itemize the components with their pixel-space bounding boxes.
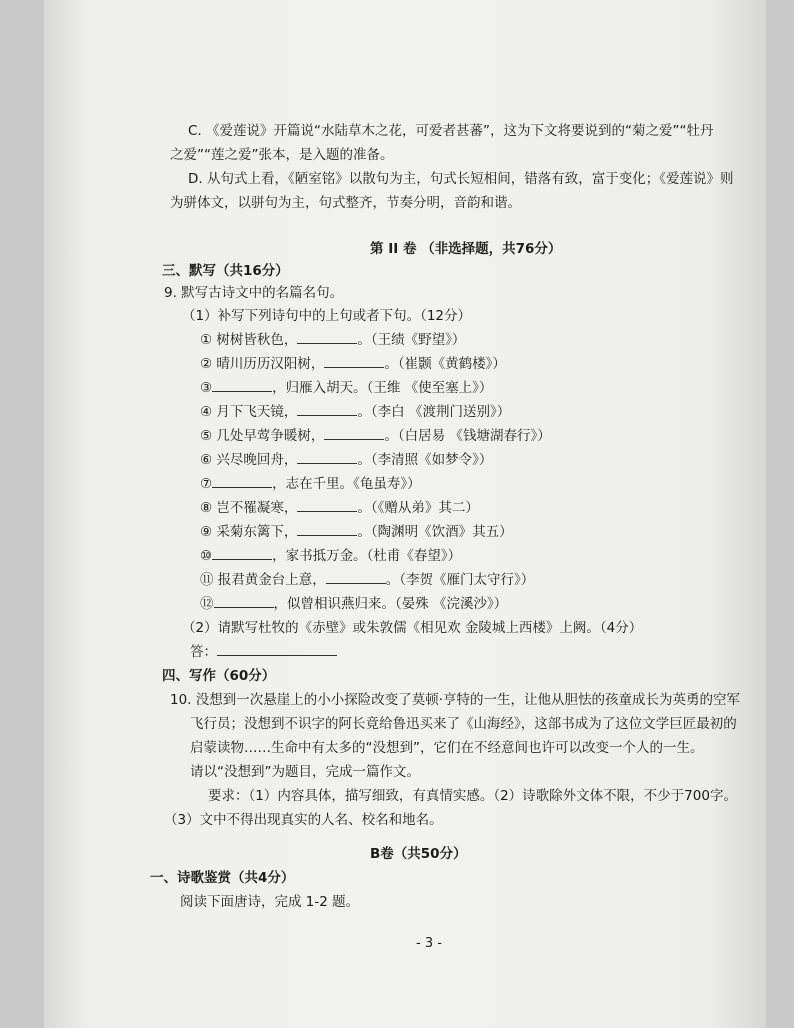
answer-blank[interactable]	[297, 451, 357, 464]
q9-item-5	[200, 427, 551, 445]
option-d-line-1: D. 从句式上看，《陋室铭》以散句为主，句式长短相间，错落有致，富于变化；《爱莲说》则	[188, 171, 734, 187]
q10-line-4: 请以“没想到”为题目，完成一篇作文。	[190, 764, 420, 780]
q9-item-7	[200, 475, 421, 493]
q9-item-pre: ⑫	[200, 596, 214, 612]
q9-item-post: 。（《赠从弟》其二）	[357, 500, 479, 516]
q9-item-post: ，似曾相识燕归来。（晏殊 《浣溪沙》）	[273, 596, 508, 612]
option-d-line-2: 为骈体文，以骈句为主，句式整齐，节奏分明，音韵和谐。	[170, 195, 521, 211]
q9-intro: 9. 默写古诗文中的名篇名句。	[164, 285, 344, 301]
option-c-line-2: 之爱”“莲之爱”张本，是入题的准备。	[170, 147, 394, 163]
answer-label: 答：	[190, 644, 217, 660]
q9-item-1	[200, 331, 465, 349]
q9-item-9	[200, 523, 513, 541]
section1-heading: 一、诗歌鉴赏（共4分）	[150, 870, 295, 886]
q9-item-pre: ⑦	[200, 476, 213, 492]
q9-item-post: 。（王绩《野望》）	[357, 332, 466, 348]
q9-item-post: ，志在千里。《龟虽寿》）	[272, 476, 421, 492]
q9-item-post: 。（李贺《雁门太守行》）	[385, 572, 535, 588]
q10-line-2: 飞行员；没想到不识字的阿长竟给鲁迅买来了《山海经》，这部书成为了这位文学巨匠最初的	[190, 716, 737, 732]
part2-heading: 第 II 卷 （非选择题，共76分）	[370, 241, 562, 257]
q9-item-post: ，归雁入胡天。（王维 《使至塞上》）	[272, 380, 493, 396]
q10-line-5: 要求：（1）内容具体，描写细致，有真情实感。（2）诗歌除外文体不限，不少于700字。	[208, 788, 737, 804]
q10-line-6: （3）文中不得出现真实的人名、校名和地名。	[164, 812, 443, 828]
q9-sub1-intro: （1）补写下列诗句中的上句或者下句。（12分）	[182, 308, 472, 324]
q9-item-12	[200, 595, 507, 613]
q9-item-post: 。（李清照《如梦令》）	[357, 452, 493, 468]
q9-item-post: ，家书抵万金。（杜甫《春望》）	[272, 548, 462, 564]
section3-heading: 三、默写（共16分）	[162, 263, 289, 279]
q9-item-pre: ③	[200, 380, 213, 396]
q9-item-pre: ④ 月下飞天镜，	[200, 404, 298, 420]
answer-blank[interactable]	[212, 547, 272, 560]
q9-item-10	[200, 547, 461, 565]
q9-item-4	[200, 403, 510, 421]
answer-blank[interactable]	[324, 355, 384, 368]
q9-item-post: 。（李白 《渡荆门送别》）	[357, 404, 511, 420]
q9-item-pre: ① 树树皆秋色，	[200, 332, 298, 348]
answer-blank[interactable]	[297, 331, 357, 344]
answer-blank[interactable]	[212, 475, 272, 488]
answer-blank[interactable]	[214, 595, 274, 608]
volume-b-heading: B卷（共50分）	[370, 846, 467, 862]
option-c-line-1: C. 《爱莲说》开篇说“水陆草木之花，可爱者甚蕃”，这为下文将要说到的“菊之爱”“牡丹	[188, 123, 714, 139]
q9-item-pre: ② 晴川历历汉阳树，	[200, 356, 325, 372]
answer-blank[interactable]	[324, 427, 384, 440]
q9-item-pre: ⑥ 兴尽晚回舟，	[200, 452, 298, 468]
q9-item-post: 。（白居易 《钱塘湖春行》）	[384, 428, 551, 444]
read-intro: 阅读下面唐诗，完成 1-2 题。	[180, 894, 360, 910]
answer-blank[interactable]	[297, 523, 357, 536]
q9-item-pre: ⑧ 岂不罹凝寒，	[200, 500, 298, 516]
q9-item-8	[200, 499, 479, 517]
answer-blank[interactable]	[326, 571, 386, 584]
q9-item-post: 。（崔颢《黄鹤楼》）	[384, 356, 506, 372]
answer-blank[interactable]	[212, 379, 272, 392]
q9-sub2: （2）请默写杜牧的《赤壁》或朱敦儒《相见欢 金陵城上西楼》上阙。（4分）	[182, 620, 643, 636]
q9-item-pre: ⑤ 几处早莺争暖树，	[200, 428, 325, 444]
q10-line-3: 启蒙读物……生命中有太多的“没想到”，它们在不经意间也许可以改变一个人的一生。	[190, 740, 704, 756]
exam-page	[44, 0, 766, 1028]
q10-line-1: 10. 没想到一次悬崖上的小小探险改变了莫顿·亨特的一生，让他从胆怯的孩童成长为英勇的空军	[170, 692, 741, 708]
q9-item-pre: ⑩	[200, 548, 213, 564]
section4-heading: 四、写作（60分）	[162, 668, 276, 684]
q9-item-post: 。（陶渊明《饮酒》其五）	[357, 524, 513, 540]
answer-blank[interactable]	[217, 643, 337, 656]
page-number: - 3 -	[416, 936, 442, 951]
q9-item-3	[200, 379, 492, 397]
q9-item-pre: ⑨ 采菊东篱下，	[200, 524, 298, 540]
q9-item-2	[200, 355, 506, 373]
q9-item-6	[200, 451, 492, 469]
q9-answer-line	[190, 643, 337, 661]
answer-blank[interactable]	[297, 499, 357, 512]
q9-item-pre: ⑪ 报君黄金台上意，	[200, 572, 326, 588]
answer-blank[interactable]	[297, 403, 357, 416]
q9-item-11	[200, 571, 534, 589]
